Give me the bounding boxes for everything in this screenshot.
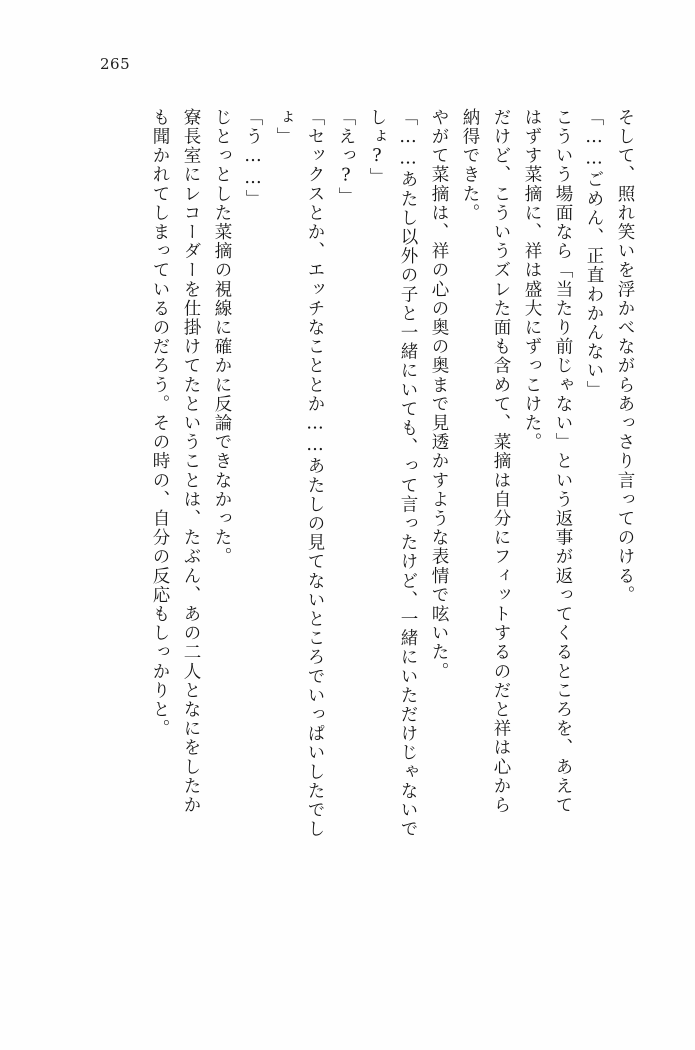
- text-column: 寮長室にレコーダーを仕掛けてたということは、たぶん、あの二人となにをしたか: [181, 108, 201, 815]
- text-column: だけど、こういうズレた面も含めて、菜摘は自分にフィットするのだと祥は心から: [491, 108, 511, 815]
- page-number: 265: [100, 55, 131, 73]
- text-column: こういう場面なら「当たり前じゃない」という返事が返ってくるところを、あえて: [553, 108, 573, 815]
- text-column: 納得できた。: [460, 108, 480, 223]
- text-column: 「……ごめん、正直わかんない」: [584, 108, 604, 400]
- text-column: 「……あたし以外の子と一緒にいても、って言ったけど、一緒にいただけじゃないで: [398, 108, 418, 839]
- text-column: 「えっ?」: [336, 108, 356, 206]
- text-column: はずす菜摘に、祥は盛大にずっこけた。: [522, 108, 542, 452]
- text-column: 「セックスとか、エッチなこととか……あたしの見てないところでいっぱいしたでし: [305, 108, 325, 839]
- text-column: そして、照れ笑いを浮かべながらあっさり言ってのける。: [615, 108, 635, 605]
- text-column: しょ?」: [367, 108, 387, 187]
- text-column: ょ」: [274, 108, 294, 147]
- vertical-text-block: [62, 108, 633, 938]
- text-column: も聞かれてしまっているのだろう。その時の、自分の反応もしっかりと。: [150, 108, 170, 739]
- text-column: じとっとした菜摘の視線に確かに反論できなかった。: [212, 108, 232, 567]
- text-column: 「う……」: [243, 108, 263, 209]
- text-column: やがて菜摘は、祥の心の奥の奥まで見透かすような表情で呟いた。: [429, 108, 449, 681]
